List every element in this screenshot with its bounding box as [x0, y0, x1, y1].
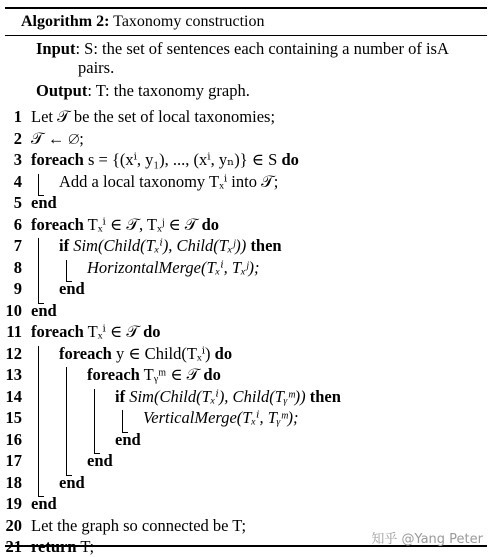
- line-text: [87, 365, 221, 385]
- block-bar-tick: [122, 432, 128, 433]
- algorithm-caption: [21, 13, 264, 31]
- line-number: 9: [13, 279, 22, 298]
- line-text: [31, 193, 57, 213]
- line-text: [59, 172, 278, 192]
- keyword: if: [59, 236, 70, 255]
- line-number: 8: [13, 257, 22, 277]
- algorithm-line: [5, 344, 487, 364]
- algorithm-line: [5, 365, 487, 385]
- block-bar: [38, 174, 39, 196]
- line-text: [87, 258, 259, 278]
- keyword: end: [31, 494, 57, 513]
- statement: Let 𝒯 be the set of local taxonomies;: [31, 107, 276, 126]
- algorithm-line: [5, 430, 487, 450]
- algorithm-line: [5, 301, 487, 321]
- algorithm-line: [5, 129, 487, 149]
- block-bar: [66, 260, 67, 282]
- statement: Sim(Child(Tₓⁱ), Child(Tₓʲ)): [69, 236, 251, 255]
- block-bar-tick: [94, 453, 100, 454]
- line-text: [87, 451, 113, 471]
- line-text: [115, 430, 141, 450]
- line-text: [31, 150, 299, 170]
- statement: Let the graph so connected be T;: [31, 515, 247, 535]
- line-number: 14: [5, 386, 22, 406]
- output-text: : T: the taxonomy graph.: [87, 81, 250, 100]
- caption-rule: [5, 35, 487, 36]
- line-text: [31, 301, 57, 321]
- watermark: 知乎 @Yang Peter: [371, 532, 483, 547]
- algorithm-line: [5, 193, 487, 213]
- line-text: [31, 516, 246, 536]
- line-number: 7: [13, 236, 22, 255]
- algorithm-line: [5, 258, 487, 278]
- line-text: [115, 387, 341, 407]
- algorithm-line: [5, 387, 487, 407]
- keyword: end: [59, 472, 85, 492]
- statement: Sim(Child(Tₓⁱ), Child(Tᵧᵐ)): [125, 386, 310, 406]
- line-number: 16: [5, 429, 22, 449]
- keyword: end: [31, 193, 57, 212]
- keyword: do: [143, 322, 161, 341]
- output-label: Output: [36, 81, 88, 100]
- block-bar: [122, 410, 123, 432]
- line-text: [31, 215, 219, 235]
- block-bar-tick: [66, 281, 72, 282]
- line-text: [59, 279, 85, 299]
- line-text: [31, 322, 161, 342]
- algorithm-line: [5, 473, 487, 493]
- line-number: 21: [5, 537, 22, 556]
- algorithm-line: [5, 215, 487, 235]
- keyword: foreach: [31, 322, 84, 341]
- statement: VerticalMerge(Tₓⁱ, Tᵧᵐ);: [143, 408, 299, 427]
- caption-label: Algorithm 2:: [21, 13, 110, 30]
- block-bar: [66, 367, 67, 475]
- statement: T;: [76, 537, 95, 556]
- block-bar: [38, 346, 39, 497]
- line-number: 12: [5, 343, 22, 363]
- line-text: [31, 494, 57, 514]
- output-line: [36, 81, 250, 101]
- statement: 𝒯 ← ∅;: [31, 128, 84, 148]
- keyword: then: [250, 236, 282, 255]
- input-line-cont: [78, 58, 114, 78]
- algorithm-line: [5, 150, 487, 170]
- line-text: [59, 236, 282, 256]
- block-bar-tick: [38, 496, 44, 497]
- block-bar: [38, 238, 39, 303]
- line-number: 18: [5, 472, 22, 492]
- keyword: do: [281, 150, 299, 169]
- block-bar: [94, 389, 95, 454]
- algorithm-line: [5, 408, 487, 428]
- block-bar-tick: [66, 475, 72, 476]
- line-number: 6: [13, 214, 22, 234]
- top-rule: [5, 7, 487, 9]
- line-number: 1: [13, 107, 22, 126]
- line-text: [31, 129, 84, 149]
- keyword: do: [203, 365, 221, 384]
- block-bar-tick: [38, 195, 44, 196]
- statement: Tₓⁱ ∈ 𝒯: [83, 322, 144, 341]
- keyword: then: [309, 386, 341, 406]
- statement: Tᵧᵐ ∈ 𝒯: [139, 365, 204, 384]
- keyword: end: [87, 451, 113, 470]
- algorithm-line: [5, 236, 487, 256]
- line-number: 17: [5, 451, 22, 470]
- line-text: [143, 408, 299, 428]
- algorithm-line: [5, 451, 487, 471]
- keyword: foreach: [31, 150, 84, 169]
- line-number: 13: [5, 365, 22, 384]
- keyword: end: [59, 279, 85, 298]
- line-text: [31, 107, 275, 127]
- line-number: 5: [13, 193, 22, 212]
- statement: y ∈ Child(Tₓⁱ): [111, 343, 215, 363]
- statement: HorizontalMerge(Tₓⁱ, Tₓʲ);: [87, 257, 260, 277]
- line-number: 10: [5, 300, 22, 320]
- statement: Tₓⁱ ∈ 𝒯, Tₓʲ ∈ 𝒯: [83, 214, 202, 234]
- line-number: 4: [13, 171, 22, 191]
- line-text: [59, 473, 85, 493]
- algorithm-line: [5, 107, 487, 127]
- keyword: do: [201, 214, 220, 234]
- input-line: [36, 39, 449, 59]
- keyword: foreach: [31, 214, 84, 234]
- line-text: [31, 537, 94, 557]
- line-number: 3: [13, 150, 22, 169]
- input-text: : S: the set of sentences each containing a number of isA: [75, 39, 449, 58]
- keyword: do: [214, 343, 233, 363]
- statement: Add a local taxonomy Tₓⁱ into 𝒯;: [59, 171, 279, 191]
- input-label: Input: [36, 39, 76, 58]
- keyword: foreach: [87, 365, 140, 384]
- statement: s = {(xⁱ, y₁), ..., (xⁱ, yₙ)} ∈ S: [83, 150, 282, 169]
- input-text-cont: pairs.: [78, 58, 115, 77]
- algorithm-line: [5, 279, 487, 299]
- line-number: 11: [6, 322, 22, 341]
- caption-title: Taxonomy construction: [113, 13, 265, 30]
- algorithm-line: [5, 172, 487, 192]
- algorithm-line: [5, 494, 487, 514]
- line-text: [59, 344, 232, 364]
- line-number: 19: [5, 494, 22, 513]
- keyword: end: [115, 429, 141, 449]
- algorithm-line: [5, 322, 487, 342]
- block-bar-tick: [38, 303, 44, 304]
- line-number: 20: [5, 515, 22, 535]
- keyword: foreach: [59, 343, 112, 363]
- keyword: return: [31, 537, 77, 556]
- line-number: 2: [13, 128, 22, 148]
- keyword: end: [31, 300, 57, 320]
- keyword: if: [115, 386, 126, 406]
- line-number: 15: [5, 408, 22, 427]
